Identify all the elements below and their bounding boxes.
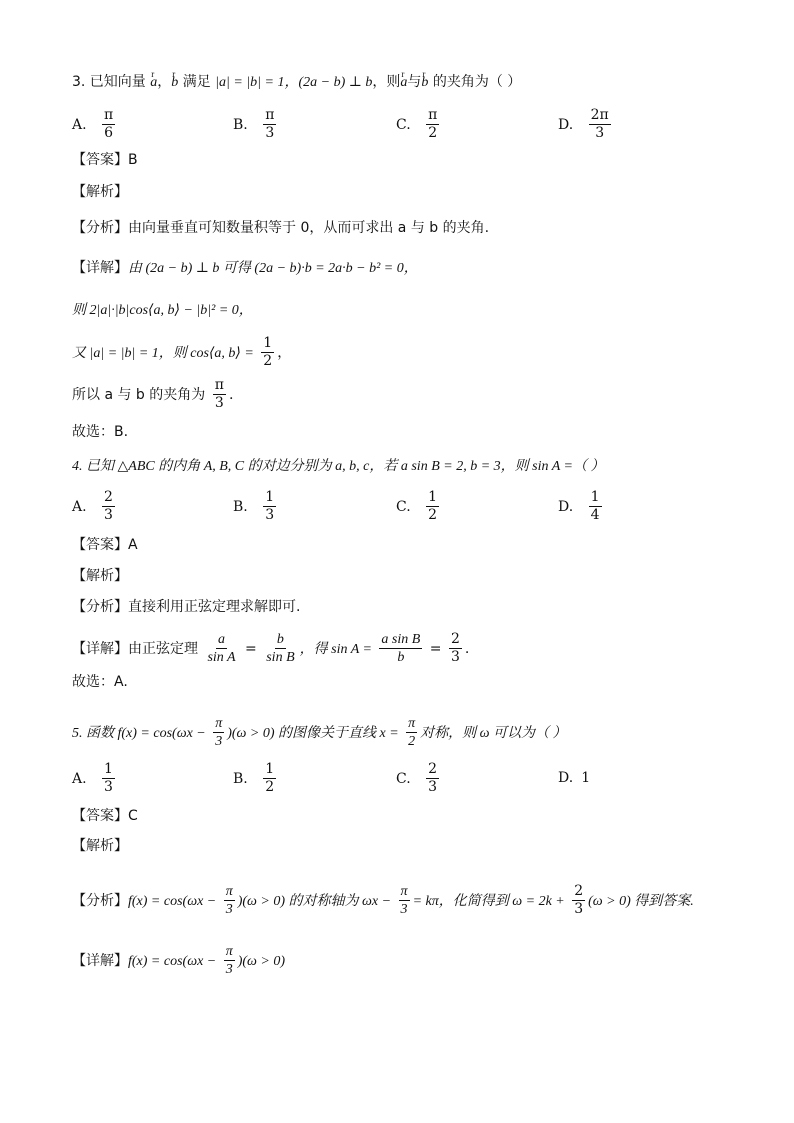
fraction bbox=[213, 378, 226, 412]
q3-stem bbox=[72, 72, 734, 93]
denominator: 3 bbox=[214, 395, 224, 412]
numerator: 2 bbox=[426, 762, 439, 779]
denominator: 3 bbox=[215, 734, 223, 750]
q5-option-b bbox=[233, 762, 279, 796]
denominator: 6 bbox=[104, 125, 114, 142]
q3-with: 与 bbox=[407, 74, 422, 90]
option-fraction bbox=[102, 490, 115, 524]
denominator: 3 bbox=[225, 902, 233, 918]
xiangjie-text: 又 |a| = |b| = 1，则 cos⟨a, b⟩ = bbox=[72, 345, 254, 361]
choose-text: 故选：A. bbox=[72, 674, 128, 690]
denominator: 3 bbox=[104, 507, 113, 524]
denominator: 2 bbox=[265, 779, 275, 796]
option-label: C. bbox=[396, 770, 411, 787]
vector-a: r a bbox=[150, 73, 157, 93]
answer-tag: 【答案】 bbox=[72, 152, 128, 168]
q4-option-d bbox=[558, 490, 605, 524]
numerator: 1 bbox=[261, 336, 274, 353]
q3-then: ，则 bbox=[372, 74, 401, 90]
denominator: 3 bbox=[400, 902, 408, 918]
denominator: b bbox=[397, 650, 405, 666]
vector-a: r a bbox=[400, 73, 407, 93]
xiangjie-tag: 【详解】 bbox=[72, 260, 128, 276]
numerator: π bbox=[224, 884, 235, 901]
option-fraction bbox=[426, 762, 439, 796]
denominator: 4 bbox=[590, 507, 600, 524]
fraction bbox=[264, 632, 296, 666]
xiangjie-text: 由 (2a − b) ⊥ b 可得 (2a − b)·b = 2a·b − b² = 0， bbox=[128, 261, 418, 276]
q3-fenxi bbox=[72, 218, 734, 238]
q5-stem-text: 对称，则 ω 可以为（ ） bbox=[420, 725, 567, 741]
option-fraction bbox=[102, 762, 115, 796]
option-label: C. bbox=[396, 498, 411, 515]
xiangjie-text: 则 2|a|·|b|cos⟨a, b⟩ − |b|² = 0， bbox=[72, 303, 253, 318]
fraction bbox=[572, 884, 585, 918]
option-label: B. bbox=[233, 770, 248, 787]
q5-answer bbox=[72, 806, 734, 826]
q3-option-d bbox=[558, 108, 614, 142]
q4-option-b bbox=[233, 490, 279, 524]
analysis-tag: 【解析】 bbox=[72, 184, 128, 200]
numerator: 1 bbox=[102, 762, 115, 779]
numerator: 1 bbox=[263, 490, 276, 507]
fenxi-text: (ω > 0) 得到答案. bbox=[588, 893, 694, 909]
option-label: D. bbox=[558, 498, 574, 515]
answer-tag: 【答案】 bbox=[72, 808, 128, 824]
xiangjie-text: 所以 a 与 b 的夹角为 bbox=[72, 386, 206, 403]
answer-tag: 【答案】 bbox=[72, 537, 128, 553]
q5-analysis-heading bbox=[72, 836, 734, 856]
q3-perp-condition: ，(2a − b) ⊥ b bbox=[284, 75, 373, 90]
fenxi-text: = kπ，化简得到 ω = 2k + bbox=[412, 893, 565, 909]
fenxi-text: 直接利用正弦定理求解即可. bbox=[128, 599, 301, 615]
denominator: 2 bbox=[428, 125, 438, 142]
numerator: π bbox=[426, 108, 439, 125]
q4-stem bbox=[72, 456, 734, 477]
numerator: 2 bbox=[572, 884, 585, 901]
xiangjie-text: f(x) = cos(ωx − bbox=[128, 953, 217, 969]
xiangjie-text: . bbox=[228, 386, 234, 403]
equals: = bbox=[429, 640, 442, 657]
answer-value: C bbox=[128, 808, 138, 824]
q3-analysis-heading bbox=[72, 182, 734, 202]
denominator: sin B bbox=[266, 650, 295, 666]
q5-stem-text: 5. 函数 f(x) = cos(ωx − bbox=[72, 725, 206, 741]
q3-choose bbox=[72, 422, 734, 442]
q5-xiangjie bbox=[72, 944, 734, 978]
option-label: A. bbox=[72, 498, 87, 515]
option-fraction bbox=[589, 108, 611, 142]
choose-text: 故选：B. bbox=[72, 424, 129, 440]
option-label: D. bbox=[558, 770, 574, 786]
fraction bbox=[261, 336, 274, 370]
fenxi-tag: 【分析】 bbox=[72, 599, 128, 615]
numerator: π bbox=[263, 108, 276, 125]
q4-answer bbox=[72, 535, 734, 555]
denominator: 3 bbox=[265, 125, 275, 142]
option-label: D. bbox=[558, 116, 574, 133]
numerator: 2π bbox=[589, 108, 611, 125]
vector-b: r b bbox=[171, 73, 178, 93]
numerator: π bbox=[213, 716, 224, 733]
q3-satisfy: 满足 bbox=[182, 74, 211, 90]
denominator: 3 bbox=[265, 507, 275, 524]
numerator: π bbox=[102, 108, 115, 125]
numerator: π bbox=[224, 944, 235, 961]
fenxi-tag: 【分析】 bbox=[72, 892, 128, 909]
denominator: 3 bbox=[428, 779, 438, 796]
numerator: 1 bbox=[589, 490, 602, 507]
q5-option-c bbox=[396, 762, 442, 796]
answer-value: B bbox=[128, 152, 138, 168]
q4-xiangjie bbox=[72, 632, 734, 666]
denominator: 2 bbox=[263, 353, 273, 370]
q3-option-c bbox=[396, 108, 442, 142]
q3-answer bbox=[72, 150, 734, 170]
option-fraction bbox=[263, 762, 276, 796]
denominator: 3 bbox=[104, 779, 113, 796]
xiangjie-tag: 【详解】 bbox=[72, 952, 128, 969]
fenxi-text: )(ω > 0) 的对称轴为 ωx − bbox=[237, 893, 392, 909]
fenxi-text: f(x) = cos(ωx − bbox=[128, 893, 217, 909]
q3-option-b bbox=[233, 108, 279, 142]
xiangjie-text: 由正弦定理 bbox=[128, 640, 198, 657]
option-label: A. bbox=[72, 770, 87, 787]
fenxi-tag: 【分析】 bbox=[72, 220, 128, 236]
option-fraction bbox=[426, 108, 439, 142]
q4-stem-text: 4. 已知 △ABC 的内角 A, B, C 的对边分别为 a, b, c，若 a sin B = 2, b = 3，则 sin A =（ ） bbox=[72, 459, 605, 474]
numerator: π bbox=[213, 378, 226, 395]
fraction bbox=[379, 632, 422, 666]
numerator: π bbox=[406, 716, 417, 733]
fraction bbox=[205, 632, 237, 666]
q3-option-a bbox=[72, 108, 118, 142]
q3-angle-is: 的夹角为（ ） bbox=[432, 74, 522, 90]
denominator: 3 bbox=[595, 125, 605, 142]
denominator: 3 bbox=[574, 901, 584, 918]
fenxi-text: 由向量垂直可知数量积等于 0，从而可求出 a 与 b 的夹角. bbox=[128, 220, 490, 236]
option-fraction bbox=[263, 108, 276, 142]
denominator: 3 bbox=[225, 962, 233, 978]
q4-option-c bbox=[396, 490, 442, 524]
numerator: 2 bbox=[102, 490, 115, 507]
q3-xiangjie-4 bbox=[72, 378, 734, 412]
option-label: C. bbox=[396, 116, 411, 133]
option-fraction bbox=[102, 108, 115, 142]
numerator: π bbox=[399, 884, 410, 901]
option-fraction bbox=[589, 490, 602, 524]
xiangjie-text: )(ω > 0) bbox=[237, 953, 286, 969]
q4-analysis-heading bbox=[72, 566, 734, 586]
equals: = bbox=[245, 640, 257, 657]
fraction bbox=[224, 944, 235, 978]
option-label: B. bbox=[233, 498, 248, 515]
q3-xiangjie-1 bbox=[72, 258, 734, 279]
q5-stem-text: )(ω > 0) 的图像关于直线 x = bbox=[227, 725, 399, 741]
q3-magnitude-condition: |a| = |b| = 1 bbox=[215, 75, 285, 90]
q3-xiangjie-3 bbox=[72, 336, 734, 370]
q4-choose bbox=[72, 672, 734, 692]
option-fraction bbox=[426, 490, 439, 524]
numerator: a bbox=[216, 632, 227, 649]
answer-value: A bbox=[128, 537, 138, 553]
fraction bbox=[449, 632, 462, 666]
denominator: 2 bbox=[428, 507, 438, 524]
q4-fenxi bbox=[72, 597, 734, 617]
q5-fenxi bbox=[72, 884, 734, 918]
numerator: 1 bbox=[263, 762, 276, 779]
q5-option-d bbox=[558, 770, 590, 786]
q5-stem bbox=[72, 716, 734, 750]
denominator: 2 bbox=[408, 734, 416, 750]
denominator: sin A bbox=[207, 650, 236, 666]
analysis-tag: 【解析】 bbox=[72, 568, 128, 584]
numerator: a sin B bbox=[379, 632, 422, 649]
analysis-tag: 【解析】 bbox=[72, 838, 128, 854]
q3-stem-prefix: 3. 已知向量 bbox=[72, 74, 146, 90]
fraction bbox=[399, 884, 410, 918]
option-value: 1 bbox=[581, 770, 591, 786]
fraction bbox=[213, 716, 224, 750]
numerator: 1 bbox=[426, 490, 439, 507]
q4-option-a bbox=[72, 490, 118, 524]
numerator: b bbox=[275, 632, 286, 649]
xiangjie-text: ，得 sin A = bbox=[299, 641, 372, 657]
option-label: B. bbox=[233, 116, 248, 133]
xiangjie-text: ， bbox=[277, 344, 292, 361]
xiangjie-tag: 【详解】 bbox=[72, 640, 128, 657]
option-label: A. bbox=[72, 116, 87, 133]
xiangjie-text: . bbox=[464, 640, 470, 657]
sep: ， bbox=[157, 74, 172, 90]
fraction bbox=[406, 716, 417, 750]
option-fraction bbox=[263, 490, 276, 524]
numerator: 2 bbox=[449, 632, 462, 649]
q5-option-a bbox=[72, 762, 118, 796]
q3-xiangjie-2 bbox=[72, 300, 734, 321]
vector-b: r b bbox=[421, 73, 428, 93]
denominator: 3 bbox=[450, 649, 460, 666]
fraction bbox=[224, 884, 235, 918]
